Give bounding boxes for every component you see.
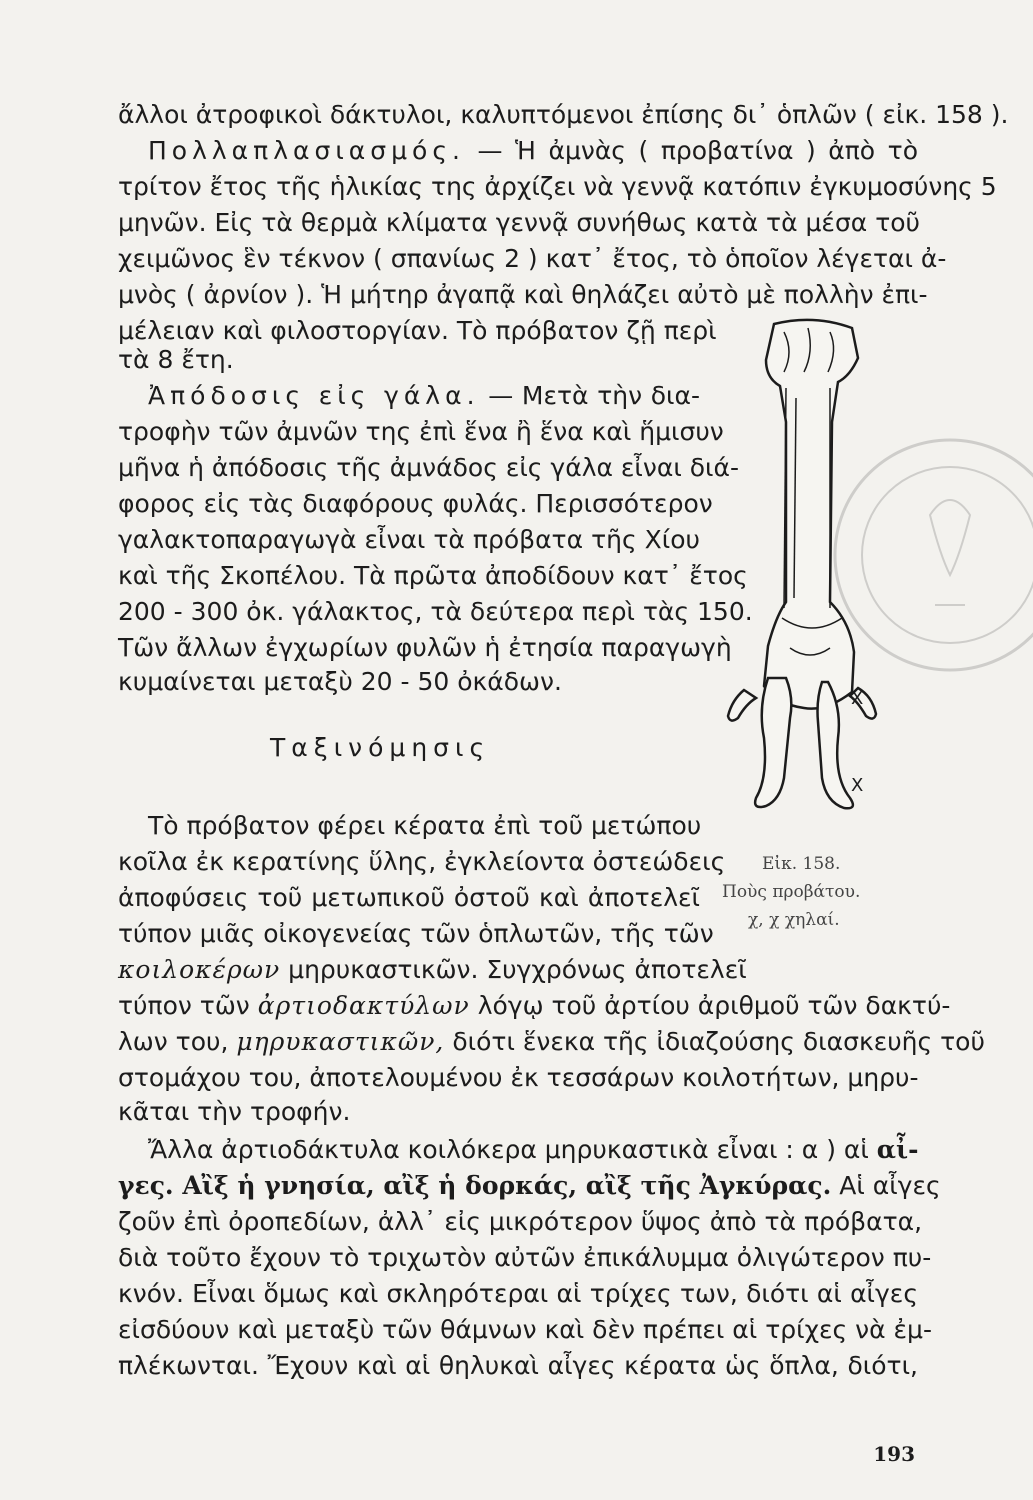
text-line: τύπον μιᾶς οἰκογενείας τῶν ὁπλωτῶν, τῆς τῶν	[118, 919, 714, 948]
sheep-foot-illustration	[712, 318, 902, 818]
section-title: Ταξινόμησις	[270, 733, 491, 762]
text-line	[118, 988, 951, 1024]
text-line	[118, 1024, 985, 1060]
text-span: λων του,	[118, 1027, 237, 1056]
figure-caption-title: Ποὺς προβάτου.	[722, 882, 861, 902]
text-line: Τὸ πρόβατον φέρει κέρατα ἐπὶ τοῦ μετώπου	[148, 811, 702, 840]
text-line: τὰ 8 ἔτη.	[118, 345, 234, 374]
figure-label-x: X	[851, 688, 864, 709]
text-line: εἰσδύουν καὶ μεταξὺ τῶν θάμνων καὶ δὲν πρέπει αἱ τρίχες νὰ ἐμ-	[118, 1315, 932, 1344]
text-span: λόγῳ τοῦ ἀρτίου ἀριθμοῦ τῶν δακτύ-	[469, 991, 951, 1020]
text-line	[118, 952, 747, 988]
text-line	[118, 1168, 941, 1204]
text-span: Αἱ αἶγες	[831, 1171, 941, 1200]
text-span: — Μετὰ τὴν δια-	[479, 381, 700, 410]
text-line: ἄλλοι ἀτροφικοὶ δάκτυλοι, καλυπτόμενοι ἐπίσης δι᾽ ὁπλῶν ( εἰκ. 158 ).	[118, 100, 1009, 129]
text-line	[148, 378, 700, 414]
figure-caption-legend: χ, χ χηλαί.	[748, 910, 840, 930]
section-heading-inline: Ἀπόδοσις εἰς γάλα.	[148, 381, 480, 410]
text-line: τροφὴν τῶν ἀμνῶν της ἐπὶ ἕνα ἢ ἕνα καὶ ἥμισυν	[118, 417, 724, 446]
section-heading-inline: Πολλαπλασιασμός.	[148, 136, 465, 165]
text-span: τύπον τῶν	[118, 991, 258, 1020]
italic-term: κοιλοκέρων	[118, 955, 281, 984]
text-line: ζοῦν ἐπὶ ὀροπεδίων, ἀλλ᾽ εἰς μικρότερον ὕψος ἀπὸ τὰ πρόβατα,	[118, 1207, 923, 1236]
text-line: χειμῶνος ἓν τέκνον ( σπανίως 2 ) κατ᾽ ἔτος, τὸ ὁποῖον λέγεται ἀ-	[118, 244, 947, 273]
text-line: καὶ τῆς Σκοπέλου. Τὰ πρῶτα ἀποδίδουν κατ᾽ ἔτος	[118, 561, 748, 590]
text-line: πλέκωνται. Ἔχουν καὶ αἱ θηλυκαὶ αἶγες κέρατα ὡς ὅπλα, διότι,	[118, 1351, 918, 1380]
text-line: κνόν. Εἶναι ὅμως καὶ σκληρότεραι αἱ τρίχες των, διότι αἱ αἶγες	[118, 1279, 918, 1308]
text-line: στομάχου του, ἀποτελουμένου ἐκ τεσσάρων κοιλοτήτων, μηρυ-	[118, 1063, 919, 1092]
text-span: μηρυκαστικῶν. Συγχρόνως ἀποτελεῖ	[280, 955, 747, 984]
text-line: τρίτον ἔτος τῆς ἡλικίας της ἀρχίζει νὰ γεννᾷ κατόπιν ἐγκυμοσύνης 5	[118, 172, 997, 201]
text-line: μῆνα ἡ ἀπόδοσις τῆς ἀμνάδος εἰς γάλα εἶναι διά-	[118, 453, 739, 482]
text-line: 200 - 300 ὀκ. γάλακτος, τὰ δεύτερα περὶ τὰς 150.	[118, 597, 753, 626]
text-line: Τῶν ἄλλων ἐγχωρίων φυλῶν ἡ ἐτησία παραγωγὴ	[118, 633, 732, 662]
text-line: κᾶται τὴν τροφήν.	[118, 1097, 351, 1126]
text-line: μέλειαν καὶ φιλοστοργίαν. Τὸ πρόβατον ζῇ περὶ	[118, 316, 717, 345]
text-line: διὰ τοῦτο ἔχουν τὸ τριχωτὸν αὐτῶν ἐπικάλυμμα ὀλιγώτερον πυ-	[118, 1243, 932, 1272]
text-line	[148, 1132, 918, 1168]
text-span: — Ἡ ἀμνὰς ( προβατίνα ) ἀπὸ τὸ	[464, 136, 918, 165]
figure-label-x: X	[851, 775, 864, 796]
page-number: 193	[873, 1442, 915, 1466]
text-line: κοῖλα ἐκ κερατίνης ὕλης, ἐγκλείοντα ὀστεώδεις	[118, 847, 726, 876]
italic-term: ἀρτιοδακτύλων	[257, 991, 470, 1020]
text-line: μηνῶν. Εἰς τὰ θερμὰ κλίματα γεννᾷ συνήθως κατὰ τὰ μέσα τοῦ	[118, 208, 921, 237]
bold-term: αἶ-	[876, 1135, 919, 1164]
text-line: ἀποφύσεις τοῦ μετωπικοῦ ὀστοῦ καὶ ἀποτελεῖ	[118, 883, 700, 912]
text-span: Ἄλλα ἀρτιοδάκτυλα κοιλόκερα μηρυκαστικὰ εἶναι : α ) αἱ	[148, 1135, 877, 1164]
text-line: γαλακτοπαραγωγὰ εἶναι τὰ πρόβατα τῆς Χίου	[118, 525, 700, 554]
bold-term: γες. Αἲξ ἡ γνησία, αἲξ ἡ δορκάς, αἲξ τῆς Ἀγκύρας.	[118, 1171, 832, 1200]
text-line: φορος εἰς τὰς διαφόρους φυλάς. Περισσότερον	[118, 489, 713, 518]
figure-caption-number: Εἰκ. 158.	[762, 854, 841, 874]
italic-term: μηρυκαστικῶν,	[236, 1027, 445, 1056]
text-line: μνὸς ( ἀρνίον ). Ἡ μήτηρ ἀγαπᾷ καὶ θηλάζει αὐτὸ μὲ πολλὴν ἐπι-	[118, 280, 928, 309]
text-line	[148, 133, 918, 169]
text-line: κυμαίνεται μεταξὺ 20 - 50 ὀκάδων.	[118, 667, 562, 696]
text-span: διότι ἕνεκα τῆς ἰδιαζούσης διασκευῆς τοῦ	[444, 1027, 985, 1056]
